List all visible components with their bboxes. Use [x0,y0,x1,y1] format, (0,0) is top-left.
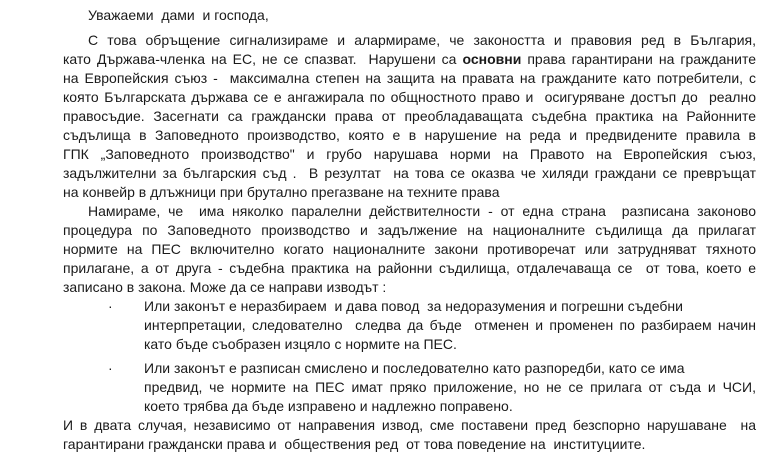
p2-line-3: нормите на ПЕС включително когато националните закони противоречат или затрудняват тяхното [63,241,756,257]
p1-line-1: С това обръщение сигнализираме и алармираме, че закоността и правовия ред в България, [88,32,756,48]
p1-line-9: на конвейр в длъжници при брутално прегазване на техните права [63,184,500,200]
bullet-1-line-3: като бъде съобразен изцяло с нормите на ПЕС. [144,336,457,352]
p2-line-4: прилагане, а от друга - съдебна практика на районни съдилища, отдалечаваща се от това, което е [63,260,756,276]
p1-line-4: която Българската държава се е ангажирала по общностното право и осигуряване достъп до реално [63,89,756,105]
bullet-marker: · [108,298,113,314]
p2-line-1: Намираме, че има няколко паралелни действителности - от една страна разписана законово [88,203,756,219]
p1-line-6: съдълища в Заповедното производство, която е в нарушение на реда и предвидените правила в [63,127,756,143]
greeting: Уважаеми дами и господа, [88,7,269,23]
bullet-2-line-3: което трябва да бъде изправено и надлежно поправено. [144,398,513,414]
bullet-1-line-2: интерпретации, следователно следва да бъде отменен и променен по разбираем начин [144,317,756,333]
p2-line-5: записано в закона. Може да се направи изводът : [63,279,387,295]
p1-line-2: като Държава-членка на ЕС, не се спазват. Нарушени са основни права гарантирани на гражданите [63,51,757,67]
bullet-2-line-2: предвид, че нормите на ПЕС имат пряко приложение, но не се прилага от съда и ЧСИ, [144,379,756,395]
closing-line-2: гарантирани граждански права и обществения ред от това поведение на институциите. [63,436,646,452]
bullet-marker: · [108,360,113,376]
p1-line-3: на Европейския съюз - максимална степен на защита на правата на гражданите като потребители, с [63,70,756,86]
p1-line-7: ГПК „Заповедното производство" и грубо нарушава норми на Правото на Европейския съюз, [63,146,756,162]
bullet-2-line-1: Или законът е разписан смислено и последователно като разпоредби, като се има [144,360,685,376]
p1-line-5: правосъдие. Засегнати са граждански права от преобладаващата съдебна практика на Районните [63,108,756,124]
bullet-1-line-1: Или законът е неразбираем и дава повод за недоразумения и погрешни съдебни [144,298,683,314]
closing-line-1: И в двата случая, независимо от направения извод, сме поставени пред безспорно нарушаване на [63,417,756,433]
emphasis-basic: основни [462,51,522,67]
p1-line-8: задължителни за българския съд . В резултат на това се оказва че хиляди граждани се превръщат [63,165,756,181]
p2-line-2: процедура по Заповедното производство и задължение на националните съдилища да прилагат [63,222,756,238]
